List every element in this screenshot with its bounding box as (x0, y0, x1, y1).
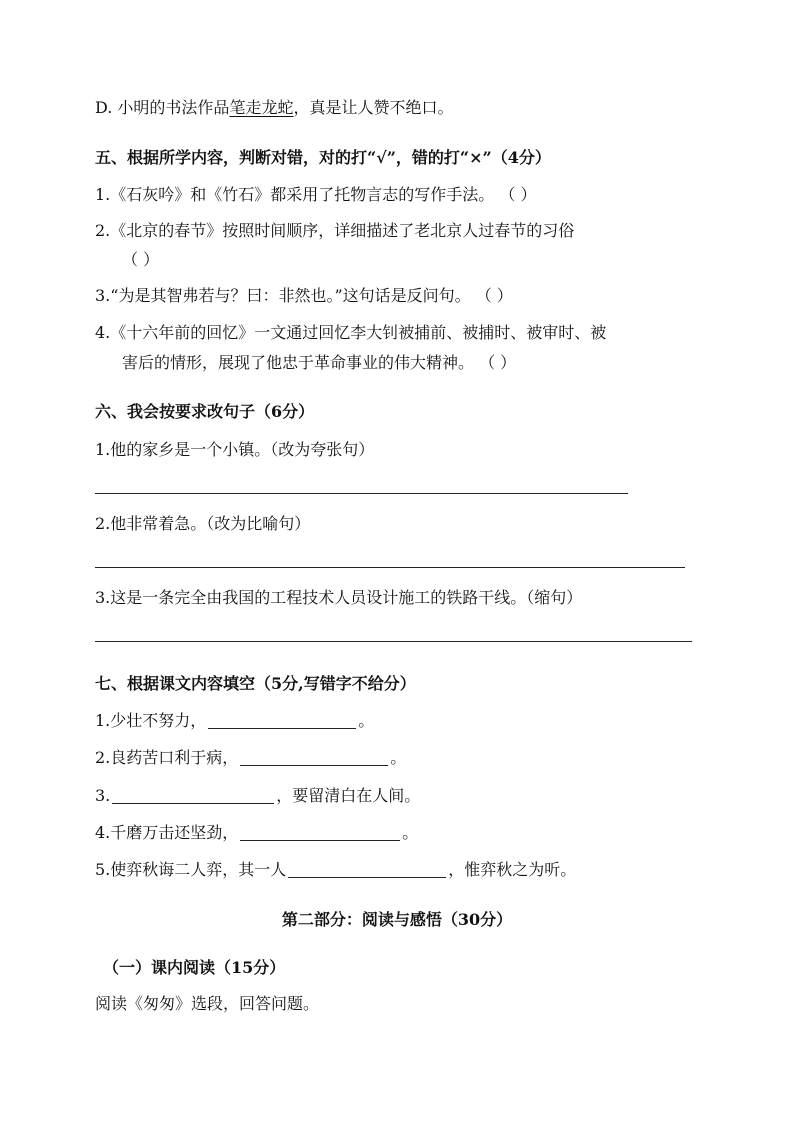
option-d-suffix: ，真是让人赞不绝口。 (293, 98, 454, 117)
section-7-heading: 七、根据课文内容填空（5分,写错字不给分） (95, 674, 416, 693)
part-2-title: 第二部分：阅读与感悟（30分） (281, 910, 513, 929)
q6-item-3: 3.这是一条完全由我国的工程技术人员设计施工的铁路干线。（缩句） (95, 588, 583, 607)
q5-item-2-line2: （ ） (122, 250, 160, 269)
section-5-heading: 五、根据所学内容，判断对错，对的打“√”，错的打“×”（4分） (95, 148, 551, 167)
q5-item-2-line1: 2.《北京的春节》按照时间顺序，详细描述了老北京人过春节的习俗 (95, 221, 575, 240)
q5-item-3: 3.“为是其智弗若与？曰：非然也。”这句话是反问句。 （ ） (95, 286, 513, 305)
q5-item-4-line2: 害后的情形，展现了他忠于革命事业的伟大精神。 （ ） (122, 353, 517, 372)
reading-section-1: （一）课内阅读（15分） (103, 958, 286, 977)
option-d-prefix: D. 小明的书法作品 (95, 98, 230, 117)
fill-blank[interactable] (240, 824, 400, 841)
fill-blank[interactable] (288, 861, 446, 878)
q6-item-1: 1.他的家乡是一个小镇。（改为夸张句） (95, 440, 375, 459)
fill-blank[interactable] (208, 712, 356, 729)
q7-item-1: 1.少壮不努力， 。 (95, 711, 375, 730)
q7-item-4: 4.千磨万击还坚劲， 。 (95, 823, 419, 842)
reading-instruction: 阅读《匆匆》选段，回答问题。 (95, 994, 320, 1013)
option-d (95, 98, 453, 118)
fill-blank[interactable] (240, 749, 388, 766)
q7-item-5: 5.使弈秋诲二人弈，其一人 ，惟弈秋之为听。 (95, 860, 577, 879)
option-d-term: 笔走龙蛇 (229, 98, 294, 117)
q5-item-1: 1.《石灰吟》和《竹石》都采用了托物言志的写作手法。 （ ） (95, 185, 537, 204)
q7-item-2: 2.良药苦口利于病， 。 (95, 748, 407, 767)
q6-answer-line-3[interactable] (95, 641, 692, 642)
q7-item-3: 3. ，要留清白在人间。 (95, 786, 421, 805)
q5-item-4-line1: 4.《十六年前的回忆》一文通过回忆李大钊被捕前、被捕时、被审时、被 (95, 323, 607, 342)
q6-answer-line-1[interactable] (95, 493, 628, 494)
q6-item-2: 2.他非常着急。（改为比喻句） (95, 514, 311, 533)
fill-blank[interactable] (112, 787, 274, 804)
q6-answer-line-2[interactable] (95, 567, 685, 568)
section-6-heading: 六、我会按要求改句子（6分） (95, 402, 315, 421)
